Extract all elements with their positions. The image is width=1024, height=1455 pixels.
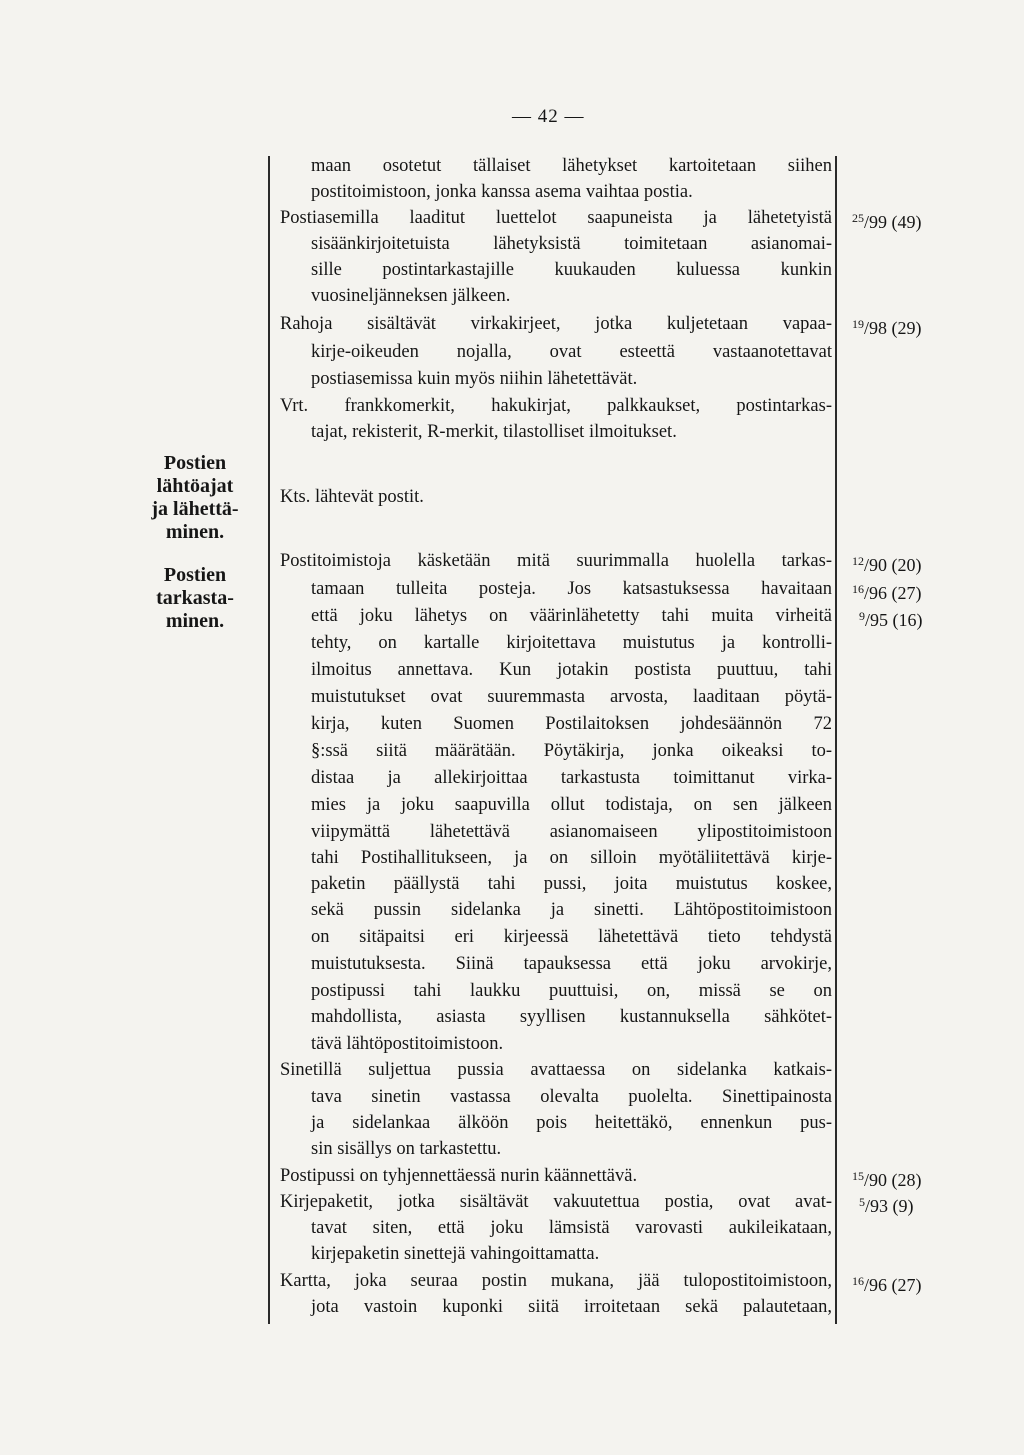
page-number: — 42 — [512,106,585,127]
regulation-reference: $^9$/95 (16) [859,609,923,630]
text-line: postitoimistoon, jonka kanssa asema vaihtaa postia. [311,182,693,202]
margin-heading-dispatch [130,452,260,544]
text-line: Kartta, joka seuraa postin mukana, jää tulopostitoimistoon, [280,1271,832,1291]
text-line: sisäänkirjoitetuista lähetyksistä toimitetaan asianomai- [311,234,832,254]
margin-heading-line: lähtöajat [156,475,234,497]
text-line: jota vastoin kuponki siitä irroitetaan sekä palautetaan, [311,1297,832,1317]
text-line: sekä pussin sidelanka ja sinetti. Lähtöpostitoimistoon [311,900,832,920]
text-line: tehty, on kartalle kirjoitettava muistutus ja kontrolli- [311,633,832,653]
margin-heading-line: ja lähettä- [151,498,239,520]
text-line: ja sidelankaa älköön pois heitettäkö, ennenkun pus- [311,1113,832,1133]
text-line: että joku lähetys on väärinlähetetty tahi muita virheitä [311,606,832,626]
text-line: ilmoitus annettava. Kun jotakin postista puuttuu, tahi [311,660,832,680]
regulation-reference: $^{15}$/90 (28) [852,1169,922,1190]
regulation-reference: $^{25}$/99 (49) [852,211,922,232]
text-line: postiasemissa kuin myös niihin lähetettävät. [311,369,638,389]
margin-heading-line: Postien [163,564,227,586]
text-line: vuosineljänneksen jälkeen. [311,286,511,306]
regulation-reference: $^{19}$/98 (29) [852,317,922,338]
margin-heading-inspection [130,564,260,633]
right-column-rule [835,156,837,1324]
regulation-reference: $^{16}$/96 (27) [852,582,922,603]
text-line: Vrt. frankkomerkit, hakukirjat, palkkaukset, postintarkas- [280,396,832,416]
text-line: kirjepaketin sinettejä vahingoittamatta. [311,1244,600,1264]
margin-heading-line: minen. [165,610,225,632]
regulation-reference: $^5$/93 (9) [859,1195,914,1216]
text-line: sin sisällys on tarkastettu. [311,1139,502,1159]
text-line: Rahoja sisältävät virkakirjeet, jotka kuljetetaan vapaa- [280,314,832,334]
text-line: viipymättä lähetettävä asianomaiseen ylipostitoimistoon [311,822,832,842]
text-line: maan osotetut tällaiset lähetykset kartoitetaan siihen [311,156,832,176]
text-line: Postitoimistoja käsketään mitä suurimmalla huolella tarkas- [280,551,832,571]
text-line: paketin päällystä tahi pussi, joita muistutus koskee, [311,874,832,894]
left-column-rule [268,156,270,1324]
text-line: distaa ja allekirjoittaa tarkastusta toimittanut virka- [311,768,832,788]
text-line: Sinetillä suljettua pussia avattaessa on sidelanka katkais- [280,1060,832,1080]
text-line: tavat siten, että joku lämsistä varovasti aukileikataan, [311,1218,832,1238]
text-line: tävä lähtöpostitoimistoon. [311,1034,504,1054]
text-line: mies ja joku saapuvilla ollut todistaja, on sen jälkeen [311,795,832,815]
text-line: tajat, rekisterit, R-merkit, tilastolliset ilmoitukset. [311,422,677,442]
text-line: tamaan tulleita posteja. Jos katsastuksessa havaitaan [311,579,832,599]
margin-heading-line: tarkasta- [156,587,234,609]
text-line: §:ssä siitä määrätään. Pöytäkirja, jonka oikeaksi to- [311,741,832,761]
margin-heading-line: minen. [165,521,225,543]
text-line: muistutuksesta. Siinä tapauksessa että joku arvokirje, [311,954,832,974]
text-line: muistutukset ovat suuremmasta arvosta, laaditaan pöytä- [311,687,832,707]
text-line: Postiasemilla laaditut luettelot saapuneista ja lähetetyistä [280,208,832,228]
regulation-reference: $^{16}$/96 (27) [852,1274,922,1295]
text-line: on sitäpaitsi eri kirjeessä lähetettävä tieto tehdystä [311,927,832,947]
regulation-reference: $^{12}$/90 (20) [852,554,922,575]
text-line: mahdollista, asiasta syyllisen kustannuksella sähkötet- [311,1007,832,1027]
text-line: kirja, kuten Suomen Postilaitoksen johdesäännön 72 [311,714,832,734]
text-line: Postipussi on tyhjennettäessä nurin käännettävä. [280,1166,638,1186]
text-line: Kirjepaketit, jotka sisältävät vakuutettua postia, ovat avat- [280,1192,832,1212]
text-line: postipussi tahi laukku puuttuisi, on, missä se on [311,981,832,1001]
text-line: kirje-oikeuden nojalla, ovat esteettä vastaanotettavat [311,342,832,362]
text-line: tava sinetin vastassa olevalta puolelta. Sinettipainosta [311,1087,832,1107]
text-line: sille postintarkastajille kuukauden kuluessa kunkin [311,260,832,280]
text-line: Kts. lähtevät postit. [280,487,424,507]
text-line: tahi Postihallitukseen, ja on silloin myötäliitettävä kirje- [311,848,832,868]
margin-heading-line: Postien [163,452,227,474]
